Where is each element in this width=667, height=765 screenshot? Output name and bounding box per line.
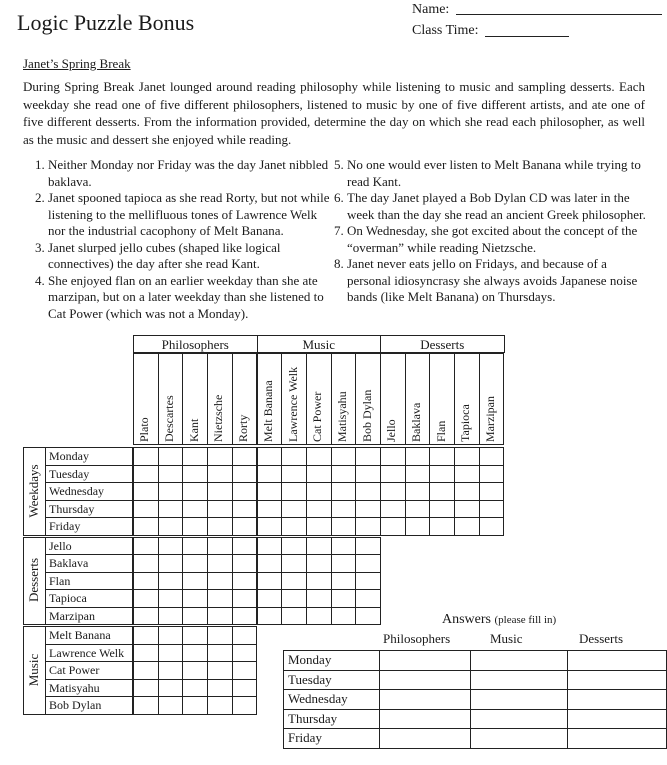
row-group-label: Desserts	[26, 558, 41, 603]
grid-cell[interactable]	[207, 589, 233, 608]
grid-cell[interactable]	[281, 500, 307, 519]
grid-cell[interactable]	[405, 500, 431, 519]
col-label: Kant	[186, 418, 201, 442]
col-label: Rorty	[236, 414, 251, 442]
answer-day-label: Friday	[284, 729, 380, 749]
answer-cell[interactable]	[380, 670, 471, 690]
grid-cell[interactable]	[306, 447, 332, 466]
grid-cell[interactable]	[257, 554, 283, 573]
col-label: Tapioca	[458, 404, 473, 442]
answer-day-label: Wednesday	[284, 690, 380, 710]
grid-cell[interactable]	[232, 644, 258, 663]
grid-cell[interactable]	[257, 607, 283, 626]
answer-cell[interactable]	[568, 729, 667, 749]
grid-cell[interactable]	[479, 517, 505, 536]
grid-cell[interactable]	[133, 661, 159, 680]
grid-cell[interactable]	[158, 626, 184, 645]
grid-cell[interactable]	[454, 517, 480, 536]
grid-cell[interactable]	[429, 500, 455, 519]
grid-cell[interactable]	[232, 589, 258, 608]
grid-cell[interactable]	[182, 447, 208, 466]
row-label: Marzipan	[45, 607, 133, 626]
clue-item: 1. Neither Monday nor Friday was the day Janet nibbled baklava.	[35, 157, 329, 189]
answer-cell[interactable]	[470, 651, 568, 671]
row-label: Melt Banana	[45, 626, 133, 645]
grid-cell[interactable]	[281, 482, 307, 501]
grid-cell[interactable]	[207, 644, 233, 663]
row-label: Cat Power	[45, 661, 133, 680]
grid-cell[interactable]	[182, 465, 208, 484]
grid-cell[interactable]	[158, 447, 184, 466]
grid-cell[interactable]	[355, 572, 381, 591]
grid-cell[interactable]	[133, 554, 159, 573]
grid-cell[interactable]	[355, 554, 381, 573]
grid-cell[interactable]	[306, 589, 332, 608]
grid-cell[interactable]	[133, 607, 159, 626]
answer-cell[interactable]	[380, 729, 471, 749]
grid-cell[interactable]	[331, 500, 357, 519]
grid-cell[interactable]	[182, 607, 208, 626]
grid-cell[interactable]	[331, 537, 357, 556]
grid-cell[interactable]	[207, 661, 233, 680]
grid-cell[interactable]	[182, 696, 208, 715]
grid-cell[interactable]	[158, 465, 184, 484]
col-label: Plato	[137, 417, 152, 442]
clue-list-left	[35, 157, 335, 322]
answer-day-label: Monday	[284, 651, 380, 671]
grid-cell[interactable]	[232, 465, 258, 484]
grid-cell[interactable]	[133, 500, 159, 519]
row-label: Tapioca	[45, 589, 133, 608]
grid-cell[interactable]	[232, 517, 258, 536]
grid-cell[interactable]	[331, 447, 357, 466]
grid-cell[interactable]	[182, 500, 208, 519]
grid-cell[interactable]	[207, 696, 233, 715]
grid-cell[interactable]	[182, 572, 208, 591]
grid-cell[interactable]	[355, 447, 381, 466]
answers-col-desserts: Desserts	[579, 631, 624, 646]
grid-cell[interactable]	[207, 500, 233, 519]
grid-cell[interactable]	[133, 589, 159, 608]
grid-cell[interactable]	[182, 517, 208, 536]
grid-cell[interactable]	[133, 644, 159, 663]
grid-cell[interactable]	[355, 482, 381, 501]
clue-item: 6. The day Janet played a Bob Dylan CD was later in the week than the day she read an ancient Greek philosopher.	[334, 190, 646, 222]
col-label: Lawrence Welk	[285, 366, 300, 442]
answer-cell[interactable]	[380, 690, 471, 710]
grid-cell[interactable]	[133, 696, 159, 715]
grid-cell[interactable]	[182, 537, 208, 556]
grid-cell[interactable]	[133, 447, 159, 466]
grid-cell[interactable]	[232, 607, 258, 626]
grid-cell[interactable]	[207, 537, 233, 556]
grid-cell[interactable]	[405, 465, 431, 484]
grid-cell[interactable]	[331, 589, 357, 608]
grid-cell[interactable]	[281, 607, 307, 626]
grid-cell[interactable]	[429, 482, 455, 501]
clue-list-right	[334, 157, 652, 306]
grid-cell[interactable]	[257, 517, 283, 536]
grid-cell[interactable]	[232, 679, 258, 698]
grid-cell[interactable]	[380, 517, 406, 536]
col-label: Nietzsche	[211, 394, 226, 442]
answer-day-label: Thursday	[284, 709, 380, 729]
col-label: Marzipan	[483, 396, 498, 442]
answers-title: Answers (please fill in)	[442, 612, 557, 627]
col-label: Cat Power	[310, 391, 325, 442]
grid-cell[interactable]	[207, 465, 233, 484]
grid-cell[interactable]	[158, 696, 184, 715]
grid-cell[interactable]	[306, 554, 332, 573]
grid-cell[interactable]	[380, 500, 406, 519]
grid-cell[interactable]	[158, 500, 184, 519]
grid-cell[interactable]	[232, 661, 258, 680]
grid-cell[interactable]	[232, 572, 258, 591]
grid-cell[interactable]	[479, 465, 505, 484]
grid-cell[interactable]	[133, 465, 159, 484]
grid-cell[interactable]	[454, 447, 480, 466]
grid-cell[interactable]	[232, 537, 258, 556]
answer-cell[interactable]	[568, 670, 667, 690]
row-label: Jello	[45, 537, 133, 556]
answer-cell[interactable]	[470, 729, 568, 749]
answer-cell[interactable]	[470, 709, 568, 729]
grid-cell[interactable]	[405, 517, 431, 536]
clue-item: 8. Janet never eats jello on Fridays, and because of a personal idiosyncrasy she always avoids Japanese noise bands (like Melt Banana) on Thursdays.	[334, 256, 638, 304]
grid-cell[interactable]	[355, 465, 381, 484]
grid-cell[interactable]	[281, 465, 307, 484]
name-label: Name:	[412, 2, 450, 17]
row-label: Tuesday	[45, 465, 133, 484]
grid-cell[interactable]	[355, 537, 381, 556]
grid-cell[interactable]	[232, 447, 258, 466]
answer-row	[284, 690, 667, 710]
grid-cell[interactable]	[306, 500, 332, 519]
grid-cell[interactable]	[257, 465, 283, 484]
grid-cell[interactable]	[355, 517, 381, 536]
answers-col-music: Music	[490, 631, 523, 646]
answers-table	[283, 650, 667, 749]
row-label: Flan	[45, 572, 133, 591]
grid-cell[interactable]	[405, 482, 431, 501]
col-label: Flan	[433, 420, 448, 442]
answer-cell[interactable]	[470, 690, 568, 710]
grid-cell[interactable]	[232, 482, 258, 501]
answer-cell[interactable]	[380, 709, 471, 729]
class-time-label: Class Time:	[412, 23, 479, 38]
row-group-label: Weekdays	[26, 464, 41, 518]
grid-cell[interactable]	[380, 447, 406, 466]
answer-row	[284, 651, 667, 671]
grid-cell[interactable]	[158, 679, 184, 698]
grid-cell[interactable]	[182, 679, 208, 698]
grid-cell[interactable]	[257, 572, 283, 591]
grid-cell[interactable]	[257, 482, 283, 501]
grid-cell[interactable]	[331, 554, 357, 573]
grid-cell[interactable]	[355, 589, 381, 608]
grid-cell[interactable]	[133, 482, 159, 501]
answer-row	[284, 670, 667, 690]
grid-cell[interactable]	[158, 517, 184, 536]
grid-cell[interactable]	[306, 572, 332, 591]
page-title: Logic Puzzle Bonus	[17, 10, 195, 35]
grid-cell[interactable]	[281, 537, 307, 556]
grid-cell[interactable]	[133, 626, 159, 645]
answer-cell[interactable]	[380, 651, 471, 671]
grid-cell[interactable]	[207, 447, 233, 466]
grid-cell[interactable]	[429, 465, 455, 484]
row-label: Friday	[45, 517, 133, 536]
grid-cell[interactable]	[281, 572, 307, 591]
grid-cell[interactable]	[281, 517, 307, 536]
grid-cell[interactable]	[281, 589, 307, 608]
answer-row	[284, 709, 667, 729]
grid-cell[interactable]	[429, 517, 455, 536]
grid-cell[interactable]	[207, 482, 233, 501]
grid-cell[interactable]	[257, 589, 283, 608]
grid-cell[interactable]	[479, 447, 505, 466]
grid-cell[interactable]	[454, 465, 480, 484]
row-group-label: Music	[26, 653, 41, 686]
grid-cell[interactable]	[454, 500, 480, 519]
grid-cell[interactable]	[158, 572, 184, 591]
grid-cell[interactable]	[133, 572, 159, 591]
row-label: Monday	[45, 447, 133, 466]
grid-cell[interactable]	[380, 465, 406, 484]
grid-cell[interactable]	[306, 537, 332, 556]
answer-row	[284, 729, 667, 749]
grid-cell[interactable]	[182, 589, 208, 608]
row-label: Thursday	[45, 500, 133, 519]
grid-cell[interactable]	[257, 537, 283, 556]
answer-cell[interactable]	[568, 709, 667, 729]
col-label: Jello	[384, 419, 399, 442]
grid-cell[interactable]	[182, 482, 208, 501]
grid-cell[interactable]	[331, 517, 357, 536]
col-label: Matisyahu	[334, 391, 349, 442]
grid-cell[interactable]	[257, 500, 283, 519]
grid-cell[interactable]	[257, 447, 283, 466]
row-label: Wednesday	[45, 482, 133, 501]
col-group-desserts: Desserts	[380, 335, 505, 353]
grid-cell[interactable]	[355, 607, 381, 626]
row-label: Matisyahu	[45, 679, 133, 698]
grid-cell[interactable]	[380, 482, 406, 501]
col-label: Melt Banana	[260, 380, 275, 442]
grid-cell[interactable]	[479, 482, 505, 501]
clue-item: 7. On Wednesday, she got excited about the concept of the “overman” while reading Nietzsche.	[334, 223, 638, 255]
grid-cell[interactable]	[306, 517, 332, 536]
answer-cell[interactable]	[568, 651, 667, 671]
grid-cell[interactable]	[281, 554, 307, 573]
grid-cell[interactable]	[454, 482, 480, 501]
grid-cell[interactable]	[182, 554, 208, 573]
grid-cell[interactable]	[133, 537, 159, 556]
puzzle-intro: During Spring Break Janet lounged around reading philosophy while listening to music and sampling desserts. Each weekday she read one of five different philosophers, listened to music by one of five different artists, and ate one of five different desserts. From the information provided, determine the day on which she read each philosopher, as well as the music and dessert she enjoyed while reading.	[23, 79, 645, 147]
answer-day-label: Tuesday	[284, 670, 380, 690]
grid-cell[interactable]	[331, 607, 357, 626]
row-label: Bob Dylan	[45, 696, 133, 715]
row-label: Baklava	[45, 554, 133, 573]
col-label: Descartes	[162, 395, 177, 442]
grid-cell[interactable]	[405, 447, 431, 466]
grid-cell[interactable]	[158, 661, 184, 680]
grid-cell[interactable]	[429, 447, 455, 466]
grid-cell[interactable]	[331, 482, 357, 501]
grid-cell[interactable]	[207, 572, 233, 591]
grid-cell[interactable]	[158, 554, 184, 573]
col-group-music: Music	[257, 335, 382, 353]
class-time-field[interactable]	[485, 36, 569, 37]
clue-item: 3. Janet slurped jello cubes (shaped like logical connectives) the day after she read Kant.	[35, 239, 281, 271]
grid-cell[interactable]	[479, 500, 505, 519]
col-label: Bob Dylan	[359, 389, 374, 442]
grid-cell[interactable]	[182, 644, 208, 663]
name-field[interactable]	[456, 14, 662, 15]
grid-cell[interactable]	[207, 517, 233, 536]
grid-cell[interactable]	[232, 626, 258, 645]
grid-cell[interactable]	[133, 517, 159, 536]
grid-cell[interactable]	[182, 626, 208, 645]
grid-cell[interactable]	[207, 554, 233, 573]
grid-cell[interactable]	[207, 679, 233, 698]
clue-item: 2. Janet spooned tapioca as she read Rorty, but not while listening to the mellifluous tones of Lawrence Welk nor the industrial cacophony of Melt Banana.	[35, 190, 330, 238]
grid-cell[interactable]	[158, 482, 184, 501]
col-label: Baklava	[409, 402, 424, 442]
grid-cell[interactable]	[281, 447, 307, 466]
grid-cell[interactable]	[207, 626, 233, 645]
grid-cell[interactable]	[182, 661, 208, 680]
grid-cell[interactable]	[207, 607, 233, 626]
answer-cell[interactable]	[568, 690, 667, 710]
grid-cell[interactable]	[158, 537, 184, 556]
col-group-philosophers: Philosophers	[133, 335, 258, 353]
grid-cell[interactable]	[133, 679, 159, 698]
grid-cell[interactable]	[232, 696, 258, 715]
grid-cell[interactable]	[306, 482, 332, 501]
grid-cell[interactable]	[306, 607, 332, 626]
row-label: Lawrence Welk	[45, 644, 133, 663]
grid-cell[interactable]	[355, 500, 381, 519]
grid-cell[interactable]	[232, 554, 258, 573]
grid-cell[interactable]	[306, 465, 332, 484]
grid-cell[interactable]	[232, 500, 258, 519]
clue-item: 4. She enjoyed flan on an earlier weekday than she ate marzipan, but on a later weekday than she listened to Cat Power (which was not a Monday).	[35, 272, 324, 321]
grid-cell[interactable]	[158, 644, 184, 663]
puzzle-title: Janet’s Spring Break	[23, 56, 131, 71]
grid-cell[interactable]	[331, 465, 357, 484]
answers-col-philosophers: Philosophers	[383, 631, 451, 646]
grid-cell[interactable]	[158, 589, 184, 608]
grid-cell[interactable]	[331, 572, 357, 591]
clue-item: 5. No one would ever listen to Melt Banana while trying to read Kant.	[334, 157, 641, 189]
answer-cell[interactable]	[470, 670, 568, 690]
grid-cell[interactable]	[158, 607, 184, 626]
